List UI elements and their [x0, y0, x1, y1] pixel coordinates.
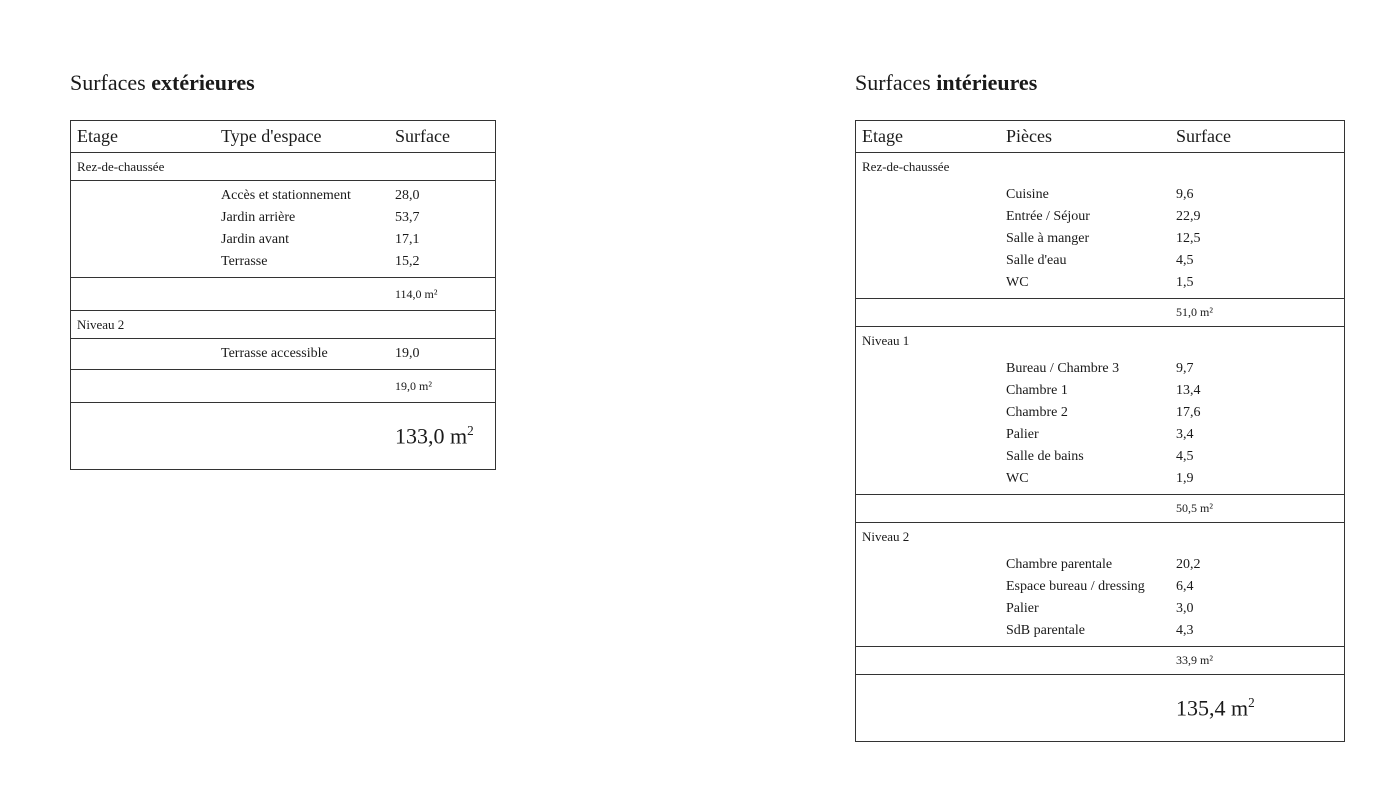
table-row: [856, 250, 1344, 272]
row-value: 15,2: [395, 254, 420, 269]
row-label: Terrasse: [221, 254, 268, 269]
row-label: WC: [1006, 275, 1029, 290]
row-value: 17,6: [1176, 405, 1201, 420]
row-value: 28,0: [395, 188, 420, 203]
row-value: 4,5: [1176, 253, 1194, 268]
level-items: [856, 550, 1344, 647]
table-row: [71, 207, 495, 229]
row-value: 13,4: [1176, 383, 1201, 398]
interior-surfaces-section: [855, 70, 1345, 742]
grand-total-exponent: 2: [467, 422, 474, 438]
row-value: 20,2: [1176, 557, 1201, 572]
table-row: [71, 229, 495, 251]
row-label: Palier: [1006, 427, 1039, 442]
subtotal-row: [856, 495, 1344, 523]
level-name-row: Rez-de-chaussée: [862, 158, 950, 174]
exterior-title-prefix: Surfaces: [70, 70, 146, 95]
column-header: Surface: [395, 126, 450, 146]
row-value: 3,4: [1176, 427, 1194, 442]
row-label: Jardin avant: [221, 232, 290, 247]
column-header: Type d'espace: [221, 126, 322, 146]
exterior-title: [70, 70, 496, 96]
table-row: [856, 620, 1344, 642]
level-items: [856, 354, 1344, 495]
row-value: 1,5: [1176, 275, 1194, 290]
subtotal-row: [856, 647, 1344, 675]
subtotal-value: 114,0 m²: [395, 286, 438, 301]
table-row: [71, 343, 495, 365]
table-row: [71, 251, 495, 273]
row-value: 17,1: [395, 232, 420, 247]
grand-total-value: 133,0 m: [395, 423, 468, 449]
row-label: Chambre 2: [1006, 405, 1068, 420]
grand-total-value: 135,4 m: [1176, 695, 1249, 721]
exterior-table: [70, 120, 496, 470]
table-row: [856, 358, 1344, 380]
row-label: Chambre parentale: [1006, 557, 1113, 572]
row-label: Accès et stationnement: [221, 188, 351, 203]
row-value: 22,9: [1176, 209, 1201, 224]
row-label: Cuisine: [1006, 187, 1049, 202]
subtotal-row: [71, 370, 495, 403]
row-label: Salle à manger: [1006, 231, 1090, 246]
column-header: Pièces: [1006, 126, 1052, 146]
level-name-row: Niveau 2: [862, 528, 910, 544]
subtotal-row: [856, 299, 1344, 327]
table-row: [856, 184, 1344, 206]
row-value: 1,9: [1176, 471, 1194, 486]
grand-total-row: [856, 675, 1344, 741]
grand-total: [1176, 695, 1326, 721]
level-items: [71, 339, 495, 370]
level-name-row: Niveau 1: [862, 332, 910, 348]
table-row: [856, 576, 1344, 598]
row-label: Palier: [1006, 601, 1039, 616]
grand-total: [395, 423, 485, 449]
row-value: 19,0: [395, 346, 420, 361]
row-label: SdB parentale: [1006, 623, 1085, 638]
column-header: Etage: [77, 126, 118, 146]
table-header: [856, 121, 1344, 153]
subtotal-row: [71, 278, 495, 311]
grand-total-row: [71, 403, 495, 469]
table-row: [856, 206, 1344, 228]
interior-title: [855, 70, 1345, 96]
level-name-row: Rez-de-chaussée: [71, 153, 495, 181]
table-row: [856, 446, 1344, 468]
row-value: 4,5: [1176, 449, 1194, 464]
table-row: [856, 380, 1344, 402]
subtotal-value: 50,5 m²: [1176, 501, 1213, 515]
row-label: Espace bureau / dressing: [1006, 579, 1145, 594]
row-label: WC: [1006, 471, 1029, 486]
interior-table: [855, 120, 1345, 742]
row-value: 3,0: [1176, 601, 1194, 616]
row-label: Salle de bains: [1006, 449, 1084, 464]
subtotal-value: 33,9 m²: [1176, 653, 1213, 667]
table-row: [856, 272, 1344, 294]
table-row: [856, 402, 1344, 424]
level-items: [856, 180, 1344, 299]
table-row: [856, 598, 1344, 620]
exterior-title-bold: extérieures: [151, 70, 255, 95]
subtotal-value: 19,0 m²: [395, 378, 432, 393]
column-header: Surface: [1176, 126, 1231, 146]
row-label: Bureau / Chambre 3: [1006, 361, 1120, 376]
table-row: [856, 228, 1344, 250]
table-row: [856, 554, 1344, 576]
row-label: Terrasse accessible: [221, 346, 328, 361]
row-label: Chambre 1: [1006, 383, 1068, 398]
row-value: 9,7: [1176, 361, 1194, 376]
level-items: [71, 181, 495, 278]
table-row: [856, 424, 1344, 446]
exterior-surfaces-section: [70, 70, 496, 470]
row-label: Jardin arrière: [221, 210, 296, 225]
row-value: 9,6: [1176, 187, 1194, 202]
interior-title-bold: intérieures: [936, 70, 1038, 95]
grand-total-exponent: 2: [1248, 694, 1255, 710]
level-name-row: Niveau 2: [71, 311, 495, 339]
interior-title-prefix: Surfaces: [855, 70, 931, 95]
row-value: 12,5: [1176, 231, 1201, 246]
column-header: Etage: [862, 126, 903, 146]
row-value: 53,7: [395, 210, 420, 225]
subtotal-value: 51,0 m²: [1176, 305, 1213, 319]
table-header: [71, 121, 495, 153]
row-value: 4,3: [1176, 623, 1194, 638]
table-row: [856, 468, 1344, 490]
table-row: [71, 185, 495, 207]
row-value: 6,4: [1176, 579, 1194, 594]
row-label: Entrée / Séjour: [1006, 209, 1090, 224]
row-label: Salle d'eau: [1006, 253, 1067, 268]
